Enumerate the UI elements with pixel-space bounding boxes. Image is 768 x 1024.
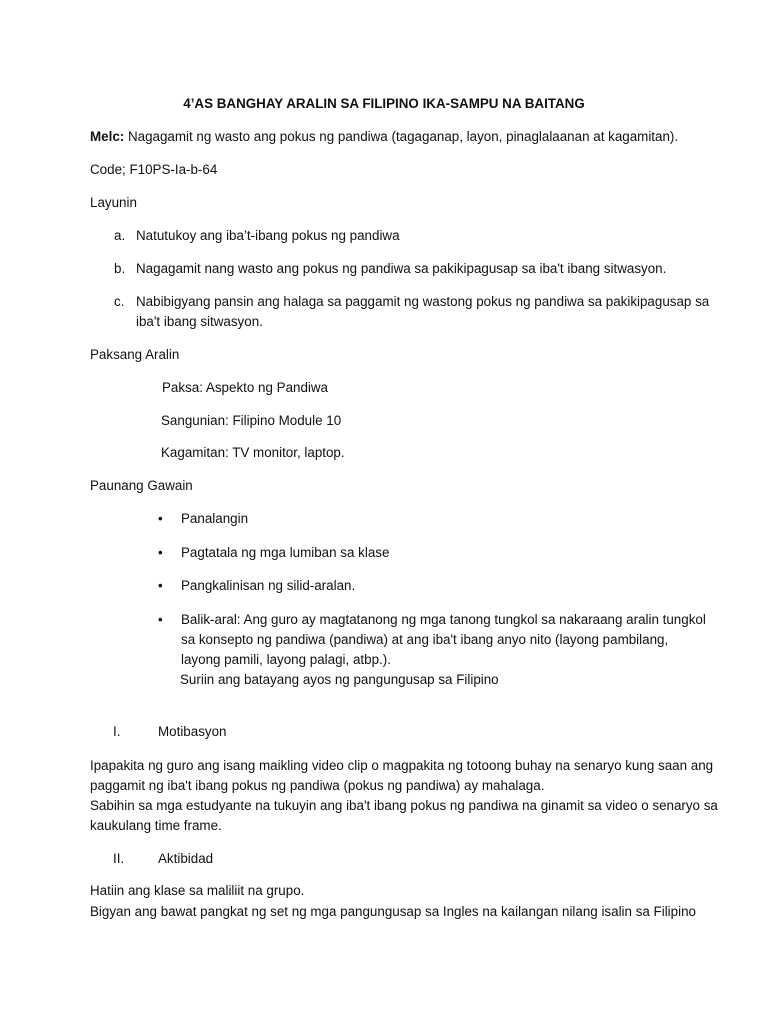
bullet-item-balik-aral-line-3: layong pamili, layong palagi, atbp.). [181,652,391,667]
layunin-item-a: Natutukoy ang iba’t-ibang pokus ng pandiwa [136,228,400,243]
bullet-item-panalangin: Panalangin [181,511,249,526]
bullet-2: • [158,545,163,560]
kagamitan-line: Kagamitan: TV monitor, laptop. [161,445,345,460]
paunang-gawain-heading: Paunang Gawain [90,478,193,493]
bullet-1: • [158,511,163,526]
paksa-line: Paksa: Aspekto ng Pandiwa [162,380,329,395]
paksang-aralin-heading: Paksang Aralin [90,347,180,362]
melc-text: Nagagamit ng wasto ang pokus ng pandiwa (tagaganap, layon, pinaglalaanan at kagamitan). [124,129,679,144]
list-marker-a: a. [114,228,126,243]
list-marker-c: c. [114,294,125,309]
bullet-item-balik-aral-line-2: sa konsepto ng pandiwa (pandiwa) at ang iba't ibang anyo nito (layong pambilang, [181,632,669,647]
motibasyon-paragraph-line-3: Sabihin sa mga estudyante na tukuyin ang iba't ibang pokus ng pandiwa na ginamit sa video o senaryo sa [90,798,718,813]
motibasyon-paragraph-line-1: Ipapakita ng guro ang isang maikling video clip o magpakita ng totoong buhay na senaryo kung saan ang [90,758,714,773]
bullet-item-pagtatala: Pagtatala ng mga lumiban sa klase [181,545,390,560]
list-marker-b: b. [114,261,126,276]
bullet-item-pangkalinisan: Pangkalinisan ng silid-aralan. [181,578,356,593]
motibasyon-paragraph-line-2: paggamit ng iba't ibang pokus ng pandiwa (pokus ng pandiwa) ay mahalaga. [90,778,545,793]
section-marker-2: II. [113,851,125,866]
code-line: Code; F10PS-Ia-b-64 [90,162,218,177]
suriin-line: Suriin ang batayang ayos ng pangungusap sa Filipino [180,672,499,687]
melc-label: Melc: [90,129,125,144]
motibasyon-paragraph-line-4: kaukulang time frame. [90,818,222,833]
layunin-item-c-line-1: Nabibigyang pansin ang halaga sa paggamit ng wastong pokus ng pandiwa sa pakikipagusap sa [136,294,710,309]
motibasyon-heading: Motibasyon [158,724,227,739]
document-title: 4’AS BANGHAY ARALIN SA FILIPINO IKA-SAMPU NA BAITANG [183,96,585,111]
layunin-heading: Layunin [90,195,137,210]
section-marker-1: I. [113,724,121,739]
layunin-item-b: Nagagamit nang wasto ang pokus ng pandiwa sa pakikipagusap sa iba't ibang sitwasyon. [136,261,667,276]
sanggunian-line: Sangunian: Filipino Module 10 [161,413,342,428]
melc-line [90,127,678,147]
layunin-item-c-line-2: iba't ibang sitwasyon. [136,314,263,329]
aktibidad-paragraph-line-2: Bigyan ang bawat pangkat ng set ng mga pangungusap sa Ingles na kailangan nilang isalin sa Filipino [90,904,696,919]
aktibidad-paragraph-line-1: Hatiin ang klase sa maliliit na grupo. [90,883,305,898]
bullet-4: • [158,612,163,627]
bullet-item-balik-aral-line-1: Balik-aral: Ang guro ay magtatanong ng mga tanong tungkol sa nakaraang aralin tungkol [181,612,706,627]
bullet-3: • [158,578,163,593]
aktibidad-heading: Aktibidad [158,851,214,866]
